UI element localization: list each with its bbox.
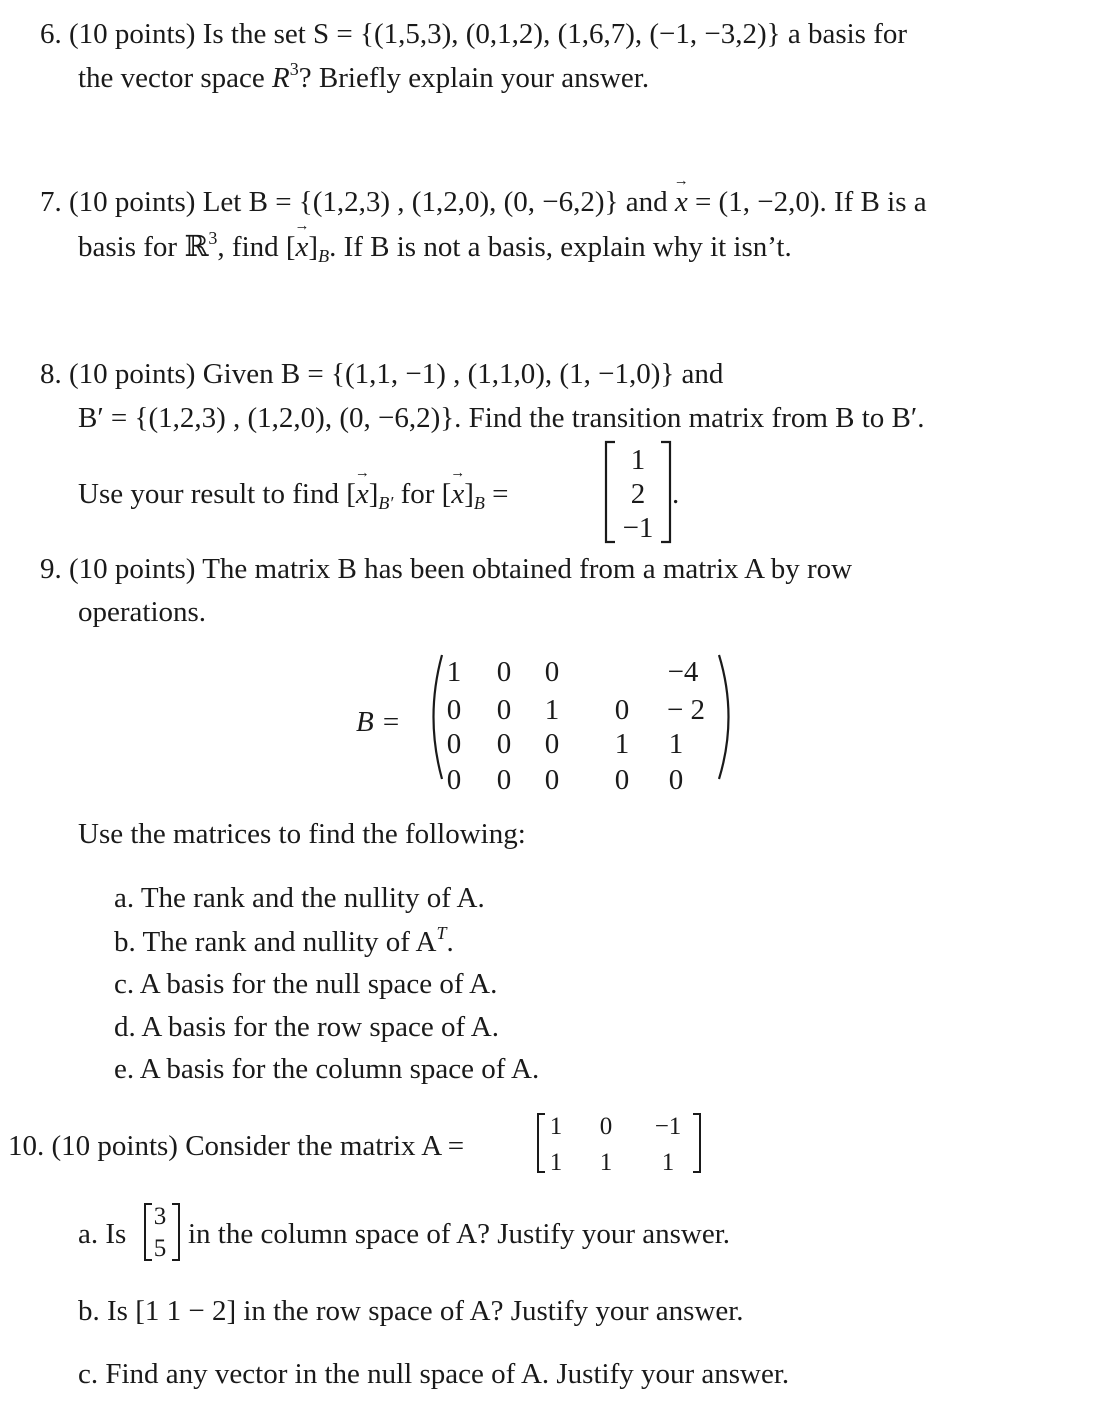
q9-cell: 1 <box>614 728 630 760</box>
q9-item-b <box>114 923 454 958</box>
q9-item-c: c. A basis for the null space of A. <box>114 968 498 1000</box>
q9-item-d: d. A basis for the row space of A. <box>114 1011 499 1043</box>
q9-cell: 0 <box>496 764 512 796</box>
q10-cell: −1 <box>654 1113 682 1140</box>
q9-cell: 0 <box>544 764 560 796</box>
q9-item-b-sup: T <box>436 923 447 943</box>
q8-left-bracket <box>602 440 618 544</box>
q7-line1-pre: 7. (10 points) Let B = {(1,2,3) , (1,2,0), (0, −6,2)} and <box>40 186 675 218</box>
q10-cell: 1 <box>549 1149 563 1176</box>
q7-line1-post: = (1, −2,0). If B is a <box>687 186 927 218</box>
q6-line2-pre: the vector space <box>78 62 273 94</box>
q10-line1: 10. (10 points) Consider the matrix A = <box>8 1130 465 1162</box>
q8-vector-entry-1: 1 <box>630 444 646 476</box>
q9-cell: 0 <box>446 764 462 796</box>
q8-x-vector-1: x → <box>356 480 369 509</box>
q10-part-a-pre: a. Is <box>78 1218 127 1250</box>
q9-cell: 0 <box>446 694 462 726</box>
q10-right-bracket <box>690 1112 704 1174</box>
q9-cell: 0 <box>496 728 512 760</box>
q6-line2-post: ? Briefly explain your answer. <box>298 62 650 94</box>
q9-line2: operations. <box>78 596 207 628</box>
q6-line1: 6. (10 points) Is the set S = {(1,5,3), (0,1,2), (1,6,7), (−1, −3,2)} a basis for <box>40 18 908 50</box>
q7-line2-b: , find [ <box>217 231 296 263</box>
q8-line3 <box>78 478 509 513</box>
q9-cell: 0 <box>668 764 684 796</box>
q9-cell: 1 <box>544 694 560 726</box>
q6-R-symbol: R <box>272 62 290 94</box>
q7-line2-exp: 3 <box>208 228 218 248</box>
q7-line2-a: basis for ℝ <box>78 231 209 263</box>
q9-right-paren <box>714 652 740 782</box>
q9-cell: 0 <box>544 656 560 688</box>
q9-cell: 1 <box>446 656 462 688</box>
q8-line3-sub1: B′ <box>378 493 394 513</box>
q7-line2-d: . If B is not a basis, explain why it isn’t. <box>329 231 792 263</box>
q9-cell: 0 <box>496 694 512 726</box>
q8-line2: B′ = {(1,2,3) , (1,2,0), (0, −6,2)}. Find the transition matrix from B to B′. <box>78 402 925 434</box>
q10-cell: 0 <box>599 1113 613 1140</box>
q10-cell: 1 <box>599 1149 613 1176</box>
q10-part-a-post: in the column space of A? Justify your answer. <box>188 1218 731 1250</box>
q8-line3-b: ] <box>368 478 379 510</box>
q10-cell: 1 <box>661 1149 675 1176</box>
q9-cell: 0 <box>614 694 630 726</box>
q9-cell: −4 <box>667 656 699 688</box>
q9-cell: 0 <box>446 728 462 760</box>
q9-cell: 0 <box>544 728 560 760</box>
q9-line1: 9. (10 points) The matrix B has been obtained from a matrix A by row <box>40 553 853 585</box>
q8-line1: 8. (10 points) Given B = {(1,1, −1) , (1,1,0), (1, −1,0)} and <box>40 358 724 390</box>
q7-line1 <box>40 188 927 217</box>
q7-x-vector-2: x → <box>296 233 309 262</box>
q9-instruction: Use the matrices to find the following: <box>78 818 526 850</box>
q10-part-c: c. Find any vector in the null space of A. Justify your answer. <box>78 1358 790 1390</box>
q8-x-vector-2: x → <box>451 480 464 509</box>
q9-cell: − 2 <box>666 694 706 726</box>
q9-item-b-text: b. The rank and nullity of A <box>114 926 437 958</box>
q10-a-vector-entry-1: 3 <box>153 1203 167 1230</box>
q8-line3-a: Use your result to find [ <box>78 478 356 510</box>
q8-line3-e: = <box>484 478 509 510</box>
q10-cell: 1 <box>549 1113 563 1140</box>
q8-line3-d: ] <box>464 478 474 510</box>
q6-R-exponent: 3 <box>289 59 299 79</box>
q6-line2 <box>78 59 650 94</box>
q10-part-b: b. Is [1 1 − 2] in the row space of A? Justify your answer. <box>78 1295 744 1327</box>
q9-item-b-end: . <box>446 926 454 958</box>
q9-item-a: a. The rank and the nullity of A. <box>114 882 485 914</box>
q9-cell: 0 <box>614 764 630 796</box>
q8-line3-c: for [ <box>393 478 452 510</box>
q8-period: . <box>672 478 680 510</box>
q9-item-e: e. A basis for the column space of A. <box>114 1053 540 1085</box>
q10-a-vector-entry-2: 5 <box>153 1235 167 1262</box>
q8-vector-entry-3: −1 <box>622 512 654 544</box>
q7-line2 <box>78 228 792 266</box>
q9-cell: 0 <box>496 656 512 688</box>
q7-x-vector: x → <box>675 188 688 217</box>
q9-cell: 1 <box>668 728 684 760</box>
q9-matrix-label: B = <box>356 706 401 738</box>
q8-vector-entry-2: 2 <box>630 478 646 510</box>
q8-line3-sub2: B <box>473 493 485 513</box>
q7-line2-sub: B <box>318 246 330 266</box>
q7-line2-c: ] <box>308 231 319 263</box>
